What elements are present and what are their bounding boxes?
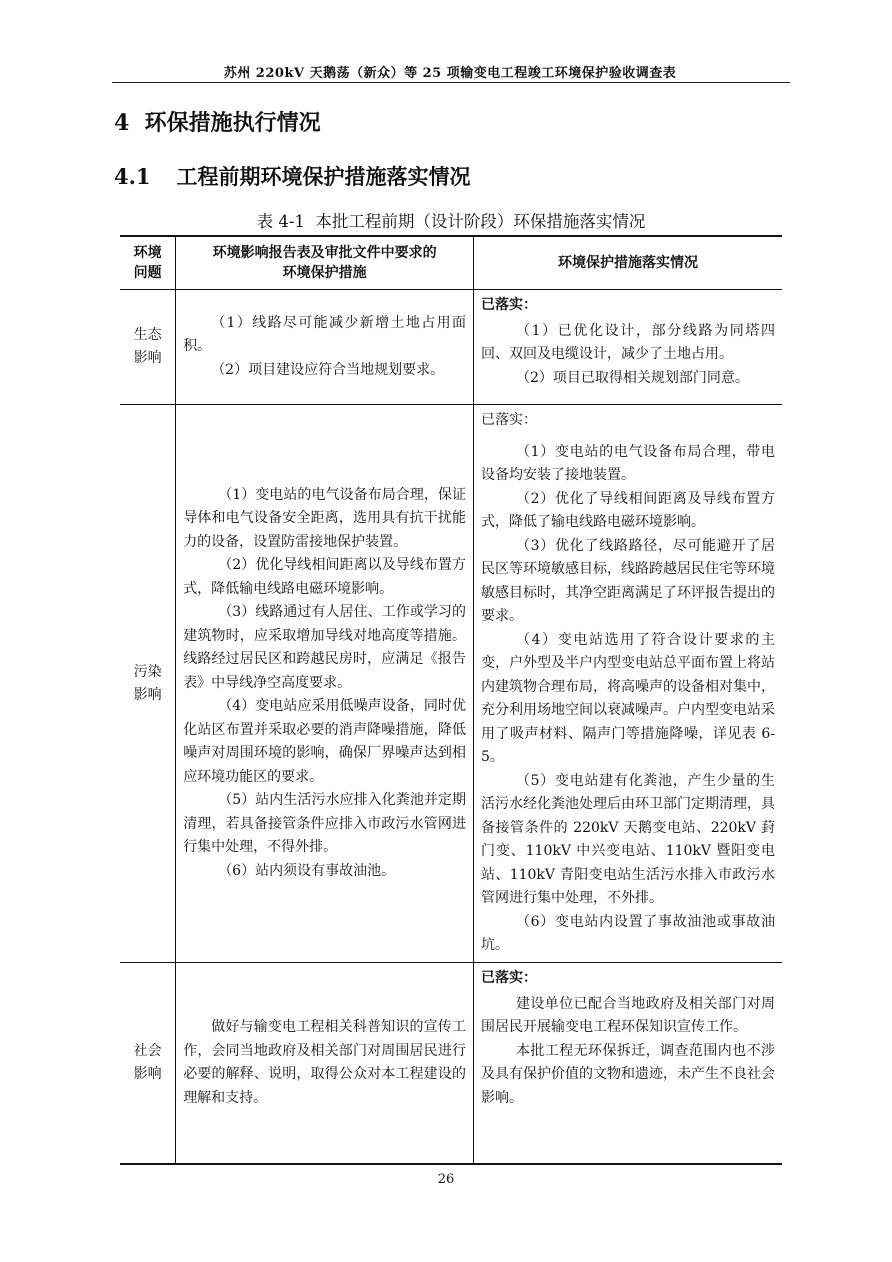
requirement-item: （2）项目建设应符合当地规划要求。 bbox=[211, 361, 445, 378]
implementation-item: （6）变电站内设置了事故油池或事故油坑。 bbox=[480, 913, 775, 953]
implementation-item: （1）已优化设计，部分线路为同塔四回、双回及电缆设计，减少了土地占用。 bbox=[480, 322, 775, 362]
subsection-number: 4.1 bbox=[114, 164, 151, 189]
implementation-cell bbox=[473, 405, 782, 963]
measures-table bbox=[120, 235, 782, 1165]
requirements-cell bbox=[176, 290, 474, 405]
table-row bbox=[120, 963, 782, 1165]
implementation-cell bbox=[473, 290, 782, 405]
subsection-title bbox=[114, 161, 471, 191]
running-header: 苏州 220kV 天鹅荡（新众）等 25 项输变电工程竣工环境保护验收调查表 bbox=[223, 66, 677, 81]
table-caption: 表 4-1 本批工程前期（设计阶段）环保措施落实情况 bbox=[256, 212, 646, 231]
implementation-item: 建设单位已配合当地政府及相关部门对周围居民开展输变电工程环保知识宣传工作。 bbox=[480, 995, 775, 1035]
table-row bbox=[120, 405, 782, 963]
implementation-item: （3）优化了线路路径，尽可能避开了居民区等环境敏感目标，线路跨越居民住宅等环境敏感目标时，其净空距离满足了环评报告提出的要求。 bbox=[480, 537, 775, 624]
category-cell: 生态 影响 bbox=[120, 290, 176, 405]
table-row bbox=[120, 290, 782, 405]
implementation-item: （2）项目已取得相关规划部门同意。 bbox=[515, 369, 749, 386]
header-divider bbox=[112, 82, 790, 83]
requirements-cell bbox=[176, 963, 474, 1165]
status-label: 已落实： bbox=[480, 970, 537, 986]
requirement-item: （6）站内须设有事故油池。 bbox=[218, 862, 396, 879]
requirement-item: 做好与输变电工程相关科普知识的宣传工作，会同当地政府及相关部门对周围居民进行必要的解释、说明，取得公众对本工程建设的理解和支持。 bbox=[183, 1019, 466, 1106]
implementation-item: 本批工程无环保拆迁，调查范围内也不涉及具有保护价值的文物和遗迹，未产生不良社会影响。 bbox=[480, 1042, 775, 1106]
subsection-heading: 工程前期环境保护措施落实情况 bbox=[176, 164, 471, 189]
requirement-item: （2）优化导线相间距离以及导线布置方式，降低输电线路电磁环境影响。 bbox=[183, 557, 466, 597]
header-env-issue: 环境 问题 bbox=[120, 236, 176, 290]
category-cell: 社会 影响 bbox=[120, 963, 176, 1165]
requirement-item: （4）变电站应采用低噪声设备，同时优化站区布置并采取必要的消声降噪措施，降低噪声对周围环境的影响，确保厂界噪声达到相应环境功能区的要求。 bbox=[183, 698, 466, 785]
requirement-item: （3）线路通过有人居住、工作或学习的建筑物时，应采取增加导线对地高度等措施。线路经过居民区和跨越民房时，应满足《报告表》中导线净空高度要求。 bbox=[183, 604, 466, 691]
category-cell: 污染 影响 bbox=[120, 405, 176, 963]
table-header-row bbox=[120, 236, 782, 290]
header-implementation: 环境保护措施落实情况 bbox=[473, 236, 782, 290]
implementation-item: （5）变电站建有化粪池，产生少量的生活污水经化粪池处理后由环卫部门定期清理，具备接管条件的 220kV 天鹅变电站、220kV 葑门变、110kV 中兴变电站、110kV 暨阳变电站、110kV 青阳变电站生活污水排入市政污水管网进行集中处理，不外排。 bbox=[480, 772, 775, 906]
implementation-cell bbox=[473, 963, 782, 1165]
status-label: 已落实： bbox=[480, 297, 537, 313]
status-label: 已落实： bbox=[480, 412, 537, 428]
header-required-measures: 环境影响报告表及审批文件中要求的 环境保护措施 bbox=[176, 236, 474, 290]
requirements-cell bbox=[176, 405, 474, 963]
page-number: 26 bbox=[437, 1172, 455, 1187]
requirement-item: （5）站内生活污水应排入化粪池并定期清理，若具备接管条件应排入市政污水管网进行集中处理，不得外排。 bbox=[183, 792, 466, 856]
implementation-item: （2）优化了导线相间距离及导线布置方式，降低了输电线路电磁环境影响。 bbox=[480, 490, 775, 530]
implementation-item: （4）变电站选用了符合设计要求的主变，户外型及半户内型变电站总平面布置上将站内建筑物合理布局，将高噪声的设备相对集中，充分利用场地空间以衰减噪声。户内型变电站采用了吸声材料、隔声门等措施降噪，详见表 6-5。 bbox=[480, 631, 775, 765]
implementation-item: （1）变电站的电气设备布局合理，带电设备均安装了接地装置。 bbox=[480, 443, 775, 483]
requirement-item: （1）变电站的电气设备布局合理，保证导体和电气设备安全距离，选用具有抗干扰能力的设备，设置防雷接地保护装置。 bbox=[183, 486, 466, 550]
section-title: 4 环保措施执行情况 bbox=[114, 110, 321, 136]
requirement-item: （1）线路尽可能减少新增土地占用面积。 bbox=[183, 314, 466, 355]
